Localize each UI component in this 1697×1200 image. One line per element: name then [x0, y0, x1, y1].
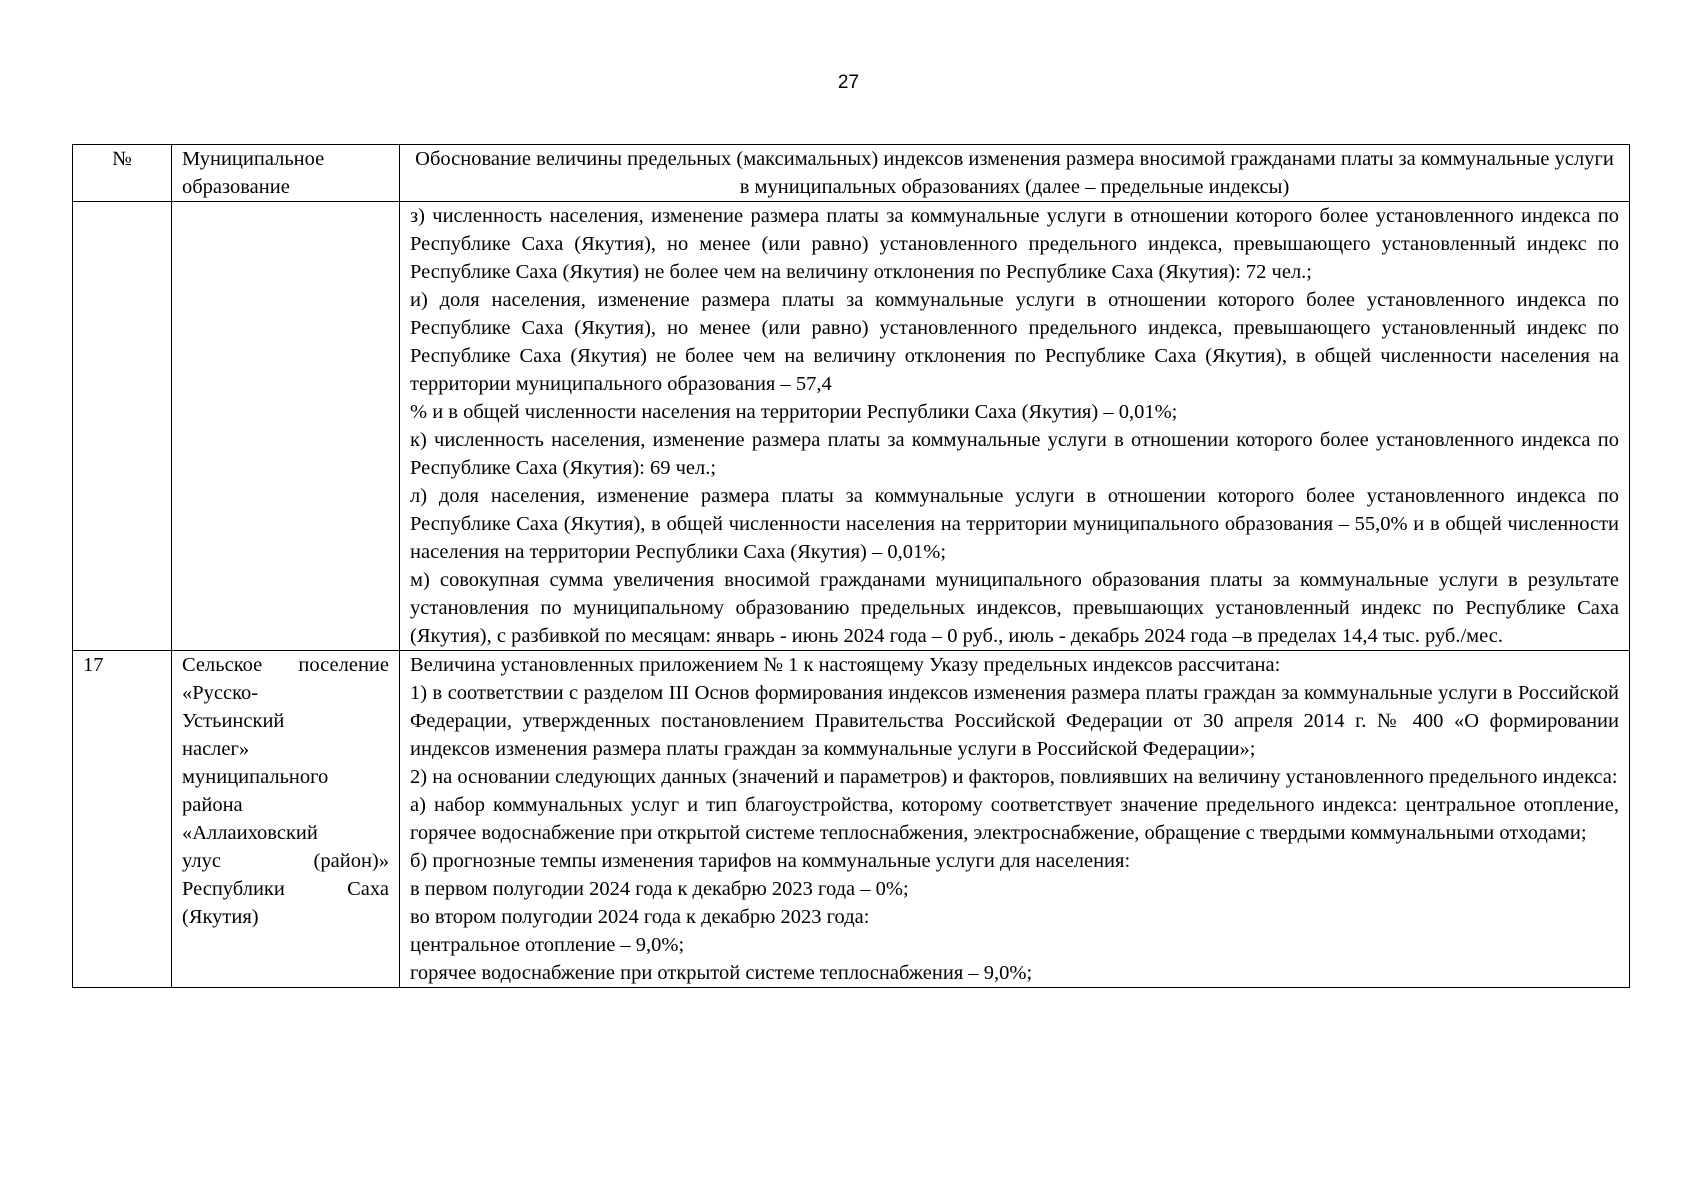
header-municipality: Муниципальное образование	[172, 145, 400, 202]
header-number: №	[73, 145, 172, 202]
row-number-cell: 17	[73, 651, 172, 988]
paragraph-i-continuation: % и в общей численности населения на территории Республики Саха (Якутия) – 0,01%;	[410, 401, 1178, 423]
municipality-line: муниципального	[182, 766, 329, 788]
header-justification: Обоснование величины предельных (максимальных) индексов изменения размера вносимой гражданами платы за коммунальные услуги в муниципальных образованиях (далее – предельные индексы)	[400, 145, 1630, 202]
municipality-line: Устьинский	[182, 710, 285, 732]
paragraph-m: м) совокупная сумма увеличения вносимой гражданами муниципального образования платы за коммунальные услуги в результате установления по муниципальному образованию предельных индексов, превышающих установленный индекс по Республике Саха (Якутия), с разбивкой по месяцам: январь - июнь 2024 года – 0 руб., июль - декабрь 2024 года –в пределах 14,4 тыс. руб./мес.	[410, 569, 1619, 647]
municipal-index-table	[72, 144, 1630, 988]
municipality-line: улус (район)»	[182, 850, 389, 872]
paragraph-l: л) доля населения, изменение размера платы за коммунальные услуги в отношении которого более установленного индекса по Республике Саха (Якутия), в общей численности населения на территории муниципального образования – 55,0% и в общей численности населения на территории Республики Саха (Якутия) – 0,01%;	[410, 485, 1619, 563]
table-row-17	[73, 651, 1630, 988]
paragraph-1: 1) в соответствии с разделом III Основ формирования индексов изменения размера платы граждан за коммунальные услуги в Российской Федерации, утвержденных постановлением Правительства Российской Федерации от 30 апреля 2014 г. № 400 «О формировании индексов изменения размера платы граждан за коммунальные услуги в Российской Федерации»;	[410, 682, 1619, 760]
paragraph-z: з) численность населения, изменение размера платы за коммунальные услуги в отношении которого более установленного индекса по Республике Саха (Якутия), но менее (или равно) установленного предельного индекса, превышающего установленный индекс по Республике Саха (Якутия) не более чем на величину отклонения по Республике Саха (Якутия): 72 чел.;	[410, 205, 1619, 283]
paragraph-second-half: во втором полугодии 2024 года к декабрю 2023 года:	[410, 906, 870, 928]
table-header-row	[73, 145, 1630, 202]
municipality-cell	[172, 651, 400, 988]
municipality-line: «Русско-	[182, 682, 259, 704]
paragraph-k: к) численность населения, изменение размера платы за коммунальные услуги в отношении которого более установленного индекса по Республике Саха (Якутия): 69 чел.;	[410, 429, 1619, 479]
paragraph-2: 2) на основании следующих данных (значений и параметров) и факторов, повлиявших на величину установленного предельного индекса:	[410, 766, 1618, 788]
municipality-line: (Якутия)	[182, 906, 259, 928]
municipality-line: района	[182, 794, 243, 816]
row-number-cell	[73, 202, 172, 651]
municipality-line: «Аллаиховский	[182, 822, 318, 844]
justification-cell	[400, 202, 1630, 651]
municipality-line: Республики Саха	[182, 878, 389, 900]
paragraph-i: и) доля населения, изменение размера платы за коммунальные услуги в отношении которого более установленного индекса по Республике Саха (Якутия), но менее (или равно) установленного предельного индекса, превышающего установленный индекс по Республике Саха (Якутия) не более чем на величину отклонения по Республике Саха (Якутия), в общей численности населения на территории муниципального образования – 57,4	[410, 289, 1619, 395]
municipality-cell	[172, 202, 400, 651]
municipality-line: Сельское поселение	[182, 654, 389, 676]
page-number: 27	[837, 72, 860, 93]
paragraph-first-half: в первом полугодии 2024 года к декабрю 2023 года – 0%;	[410, 878, 909, 900]
paragraph-a: а) набор коммунальных услуг и тип благоустройства, которому соответствует значение предельного индекса: центральное отопление, горячее водоснабжение при открытой системе теплоснабжения, электроснабжение, обращение с твердыми коммунальными отходами;	[410, 794, 1619, 844]
municipality-line: наслег»	[182, 738, 250, 760]
paragraph-intro: Величина установленных приложением № 1 к настоящему Указу предельных индексов рассчитана:	[410, 654, 1281, 676]
justification-cell	[400, 651, 1630, 988]
table-row-continuation	[73, 202, 1630, 651]
paragraph-b: б) прогнозные темпы изменения тарифов на коммунальные услуги для населения:	[410, 850, 1131, 872]
paragraph-central-heating: центральное отопление – 9,0%;	[410, 934, 685, 956]
paragraph-hot-water: горячее водоснабжение при открытой системе теплоснабжения – 9,0%;	[410, 962, 1033, 984]
